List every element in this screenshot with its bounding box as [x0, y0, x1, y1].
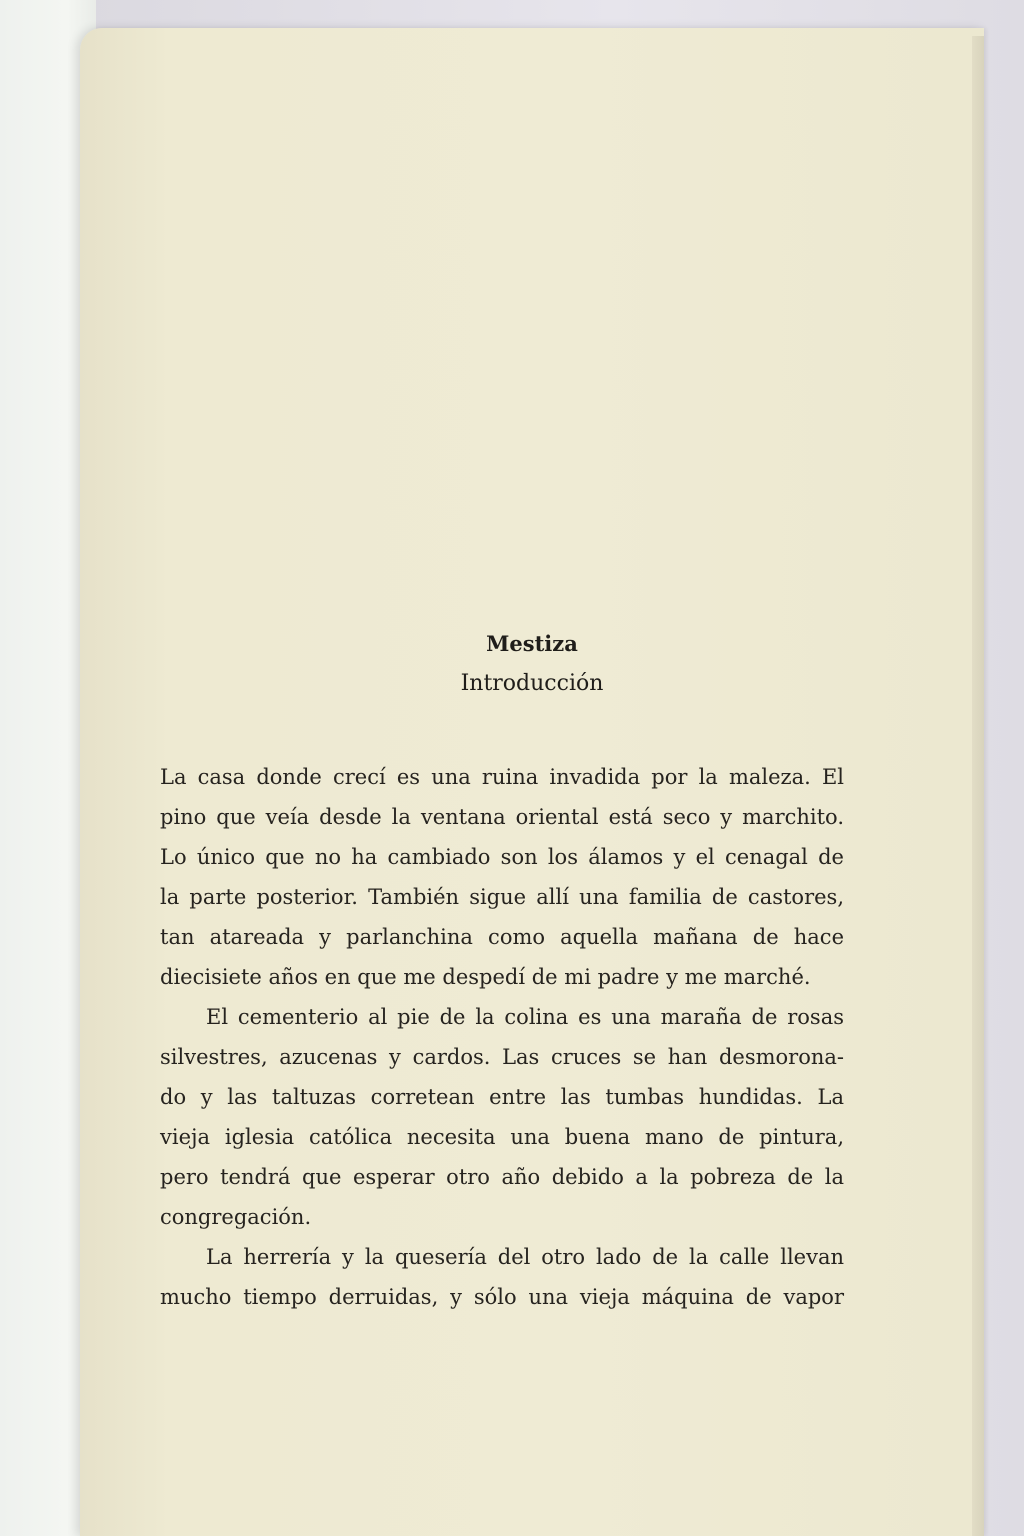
text-line: La casa donde crecí es una ruina invadida por la maleza. El — [160, 765, 844, 789]
text-line: diecisiete años en que me despedí de mi padre y me marché. — [160, 965, 811, 989]
text-line: Lo único que no ha cambiado son los álamos y el cenagal de — [160, 845, 844, 869]
paragraph-2 — [160, 997, 844, 1237]
body-text — [160, 757, 844, 1317]
text-line: El cementerio al pie de la colina es una maraña de rosas — [206, 1005, 844, 1029]
text-line: la parte posterior. También sigue allí una familia de castores, — [160, 885, 844, 909]
text-line: pino que veía desde la ventana oriental está seco y marchito. — [160, 805, 844, 829]
paragraph-3 — [160, 1237, 844, 1317]
text-line: vieja iglesia católica necesita una buena mano de pintura, — [160, 1125, 844, 1149]
chapter-heading — [80, 628, 984, 702]
text-line: do y las taltuzas corretean entre las tumbas hundidas. La — [160, 1085, 844, 1109]
paragraph-1 — [160, 757, 844, 997]
text-line: congregación. — [160, 1205, 312, 1229]
chapter-subtitle: Introducción — [460, 671, 604, 696]
text-line: La herrería y la quesería del otro lado de la calle llevan — [206, 1245, 844, 1269]
page-fore-edge — [972, 36, 984, 1536]
text-line: silvestres, azucenas y cardos. Las cruces se han desmorona- — [160, 1045, 844, 1069]
text-line: pero tendrá que esperar otro año debido a la pobreza de la — [160, 1165, 844, 1189]
text-line: mucho tiempo derruidas, y sólo una vieja máquina de vapor — [160, 1285, 844, 1309]
chapter-title: Mestiza — [486, 631, 578, 656]
text-line: tan atareada y parlanchina como aquella mañana de hace — [160, 925, 844, 949]
